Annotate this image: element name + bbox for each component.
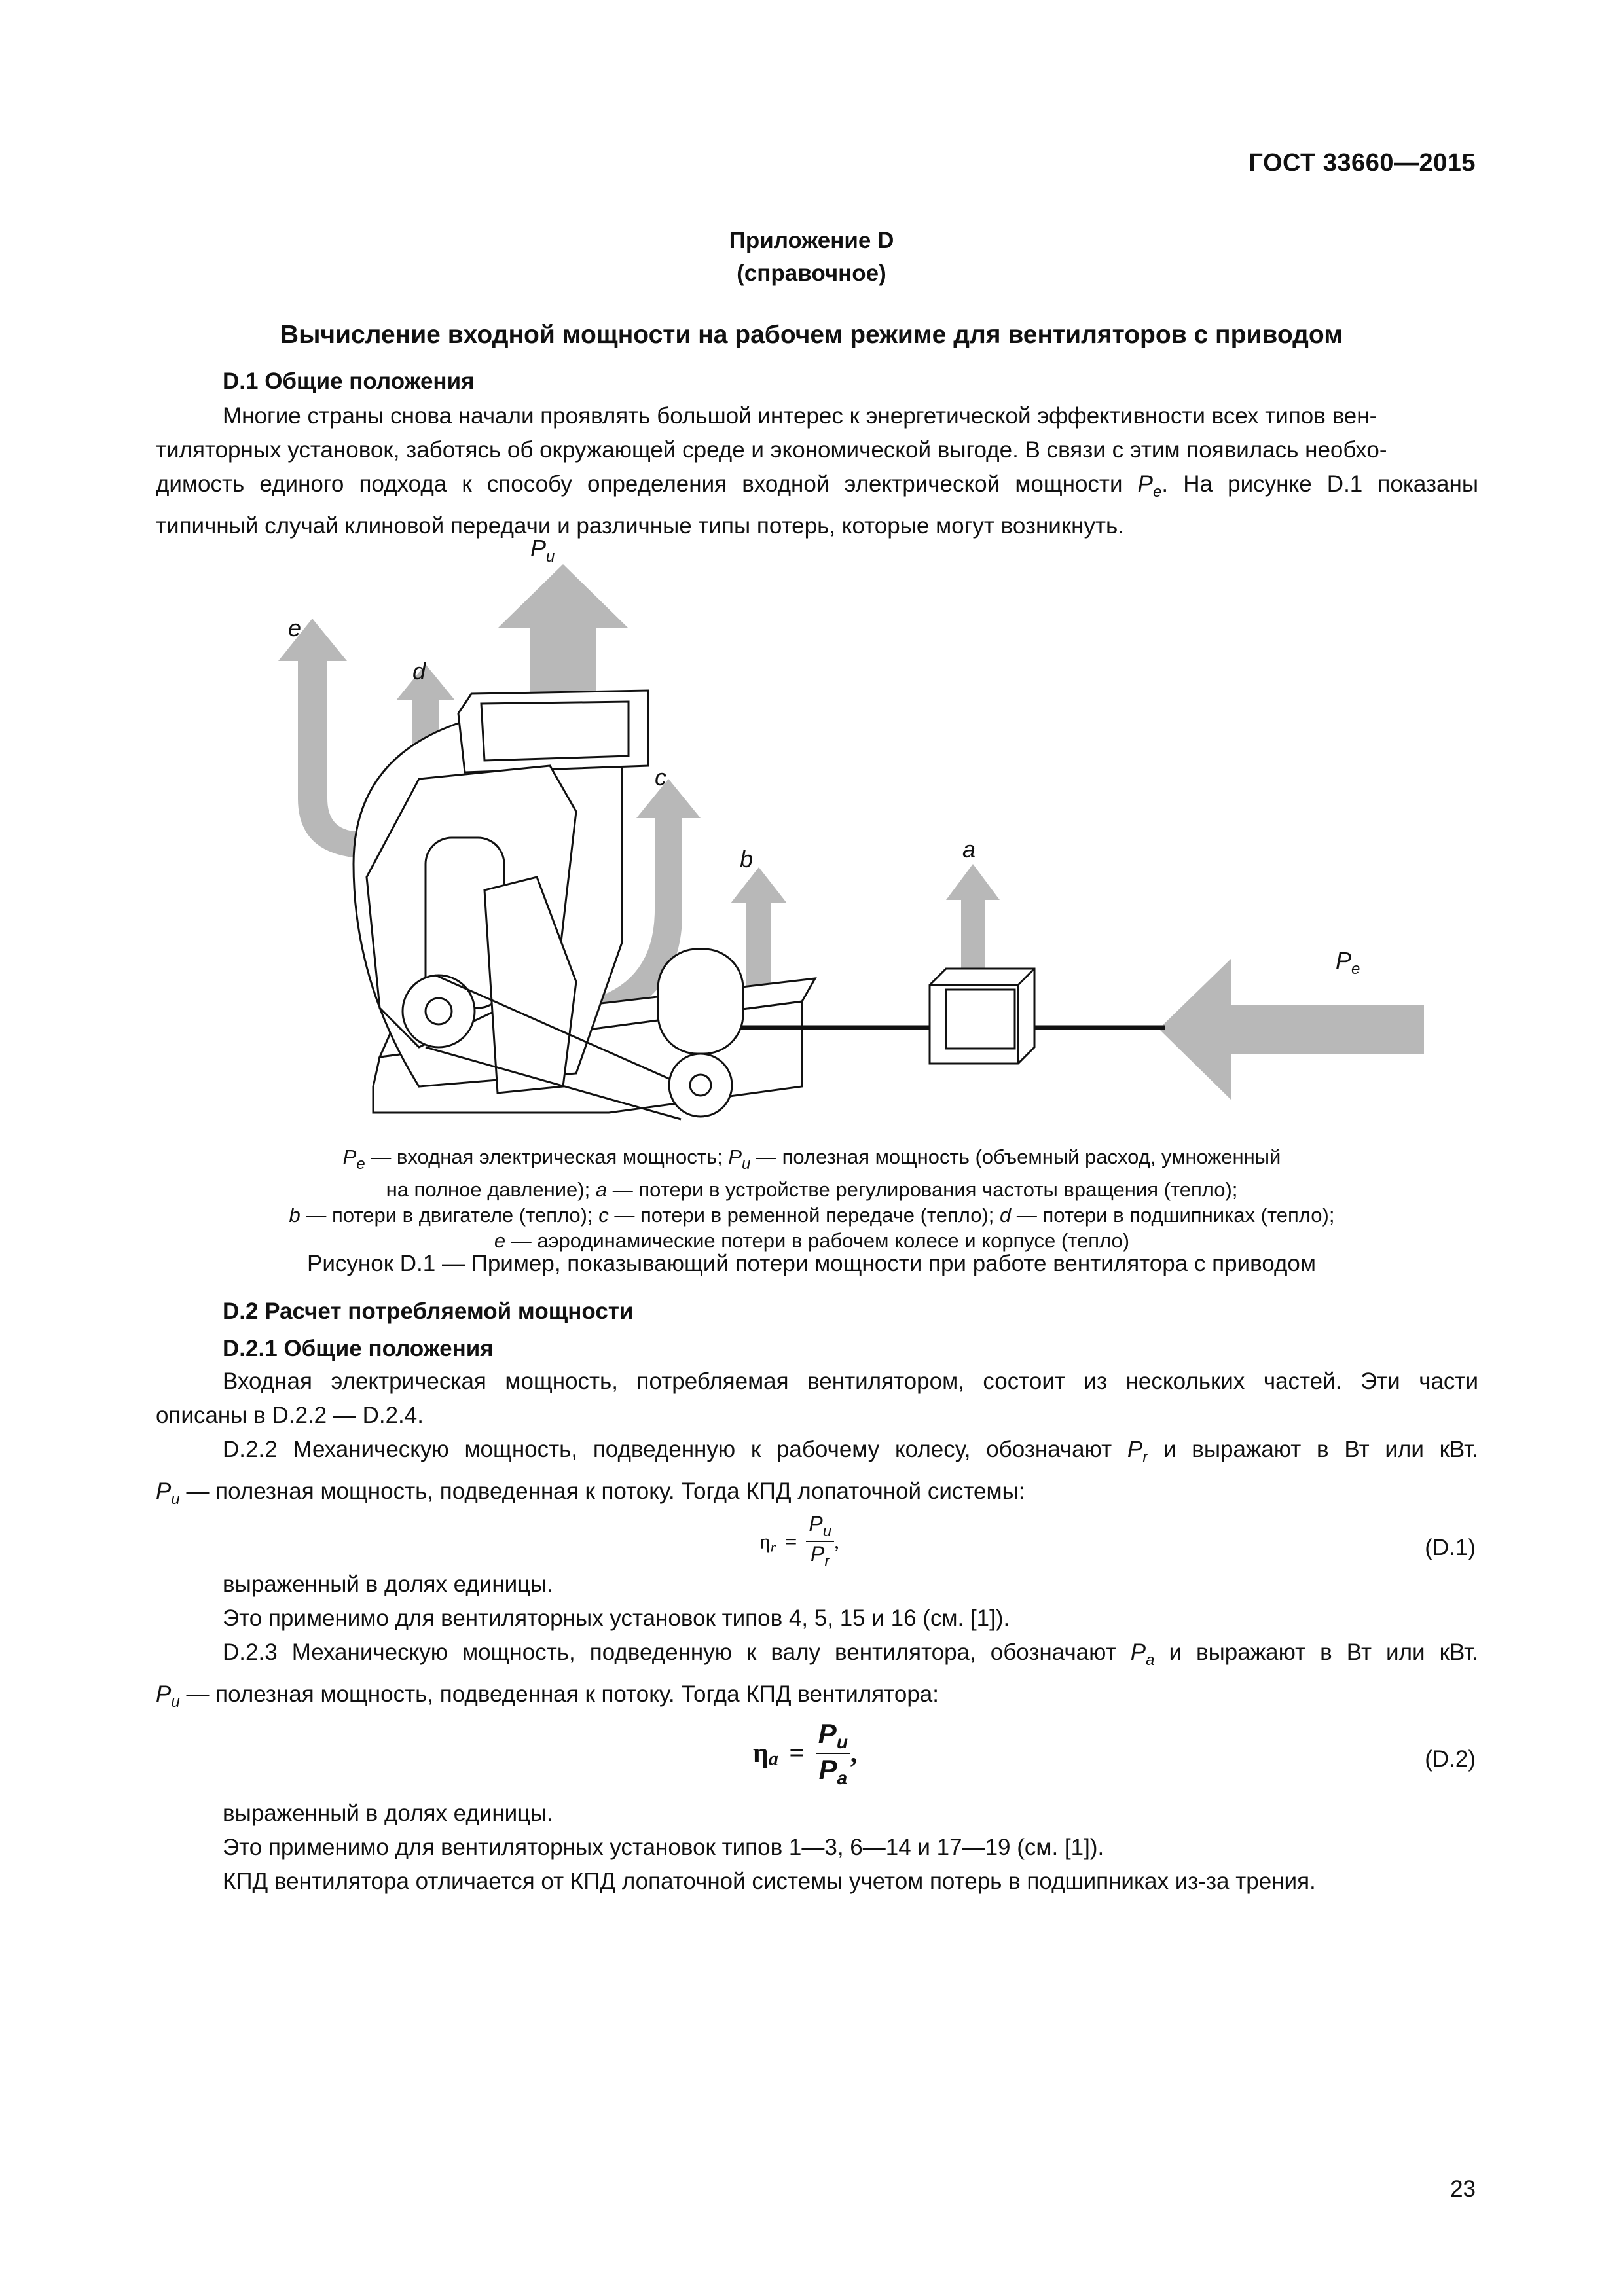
standard-number: ГОСТ 33660—2015: [1249, 149, 1476, 177]
figure-d1: [0, 524, 1623, 1145]
section-d2-heading: D.2 Расчет потребляемой мощности: [223, 1299, 634, 1324]
appendix-title: Приложение D: [729, 228, 894, 253]
label-pe: $P_e$: [1336, 947, 1360, 978]
d23-line1: D.2.3 Механическую мощность, подведенную к валу вентилятора, обозначают $P_a$ и выражают в Вт или кВт.: [223, 1640, 1478, 1669]
legend-line1: $P_e$ — входная электрическая мощность; $P_u$ — полезная мощность (объемный расход, умноженный: [342, 1145, 1281, 1173]
equation-d2: $\eta_a$ = $\frac{P_u}{P_a}$ ,: [753, 1718, 858, 1788]
equation-d1: $\eta_r$ = $\frac{P_u}{P_r}$ ,: [759, 1512, 840, 1570]
section-d21-heading: D.2.1 Общие положения: [223, 1336, 494, 1361]
section-d1-heading: D.1 Общие положения: [223, 368, 475, 394]
a-arrow: [946, 864, 1000, 975]
figure-legend: [157, 1144, 1467, 1253]
d23-line2: $P_u$ — полезная мощность, подведенная к потоку. Тогда КПД вентилятора:: [156, 1681, 939, 1711]
page-number: 23: [1450, 2176, 1476, 2202]
d21-line1: Входная электрическая мощность, потребляемая вентилятором, состоит из нескольких частей. Эти части: [223, 1369, 1478, 1394]
appendix-type: (справочное): [737, 260, 886, 286]
d22-line1: D.2.2 Механическую мощность, подведенную к рабочему колесу, обозначают $P_r$ и выражают в Вт или кВт.: [223, 1437, 1478, 1466]
d1-line4: типичный случай клиновой передачи и различные типы потерь, которые могут возникнуть.: [156, 513, 1124, 539]
label-a: a: [962, 836, 976, 863]
label-c: c: [655, 764, 666, 791]
legend-line2: на полное давление); a — потери в устройстве регулирования частоты вращения (тепло);: [386, 1178, 1238, 1201]
pe-arrow: [1159, 959, 1424, 1100]
equation-d1-number: (D.1): [1425, 1535, 1476, 1560]
d23-paragraph: [156, 1636, 1478, 1719]
label-e: e: [288, 615, 302, 641]
label-d: d: [412, 658, 426, 685]
d1-line1: Многие страны снова начали проявлять большой интерес к энергетической эффективности всех типов вен-: [223, 403, 1377, 429]
eq1-note2: Это применимо для вентиляторных установок типов 4, 5, 15 и 16 (см. [1]).: [223, 1605, 1010, 1631]
section-d1-text: [223, 399, 1480, 433]
legend-line4: e — аэродинамические потери в рабочем колесе и корпусе (тепло): [494, 1229, 1130, 1252]
eq2-note3: КПД вентилятора отличается от КПД лопаточной системы учетом потерь в подшипниках из-за трения.: [223, 1869, 1316, 1894]
d21-paragraph: [156, 1365, 1478, 1516]
d1-line3: димость единого подхода к способу определения входной электрической мощности $P_e$. На рисунке D.1 показаны: [156, 471, 1478, 501]
d1-line2: тиляторных установок, заботясь об окружающей среде и экономической выгоде. В связи с этим появилась необхо-: [156, 437, 1387, 463]
legend-line3: b — потери в двигателе (тепло); c — потери в ременной передаче (тепло); d — потери в подшипниках (тепло);: [289, 1204, 1335, 1227]
figure-caption: Рисунок D.1 — Пример, показывающий потери мощности при работе вентилятора с приводом: [307, 1251, 1316, 1276]
d22-line2: $P_u$ — полезная мощность, подведенная к потоку. Тогда КПД лопаточной системы:: [156, 1479, 1025, 1508]
label-pu: $P_u$: [530, 535, 555, 565]
equation-d2-number: (D.2): [1425, 1746, 1476, 1772]
eq2-note1: выраженный в долях единицы.: [223, 1801, 554, 1826]
label-b: b: [740, 846, 754, 872]
motor: [658, 949, 743, 1054]
main-title: Вычисление входной мощности на рабочем режиме для вентиляторов с приводом: [280, 321, 1343, 349]
eq2-note2: Это применимо для вентиляторных установок типов 1—3, 6—14 и 17—19 (см. [1]).: [223, 1835, 1104, 1860]
d21-line2: описаны в D.2.2 — D.2.4.: [156, 1403, 424, 1428]
eq1-note1: выраженный в долях единицы.: [223, 1571, 554, 1597]
